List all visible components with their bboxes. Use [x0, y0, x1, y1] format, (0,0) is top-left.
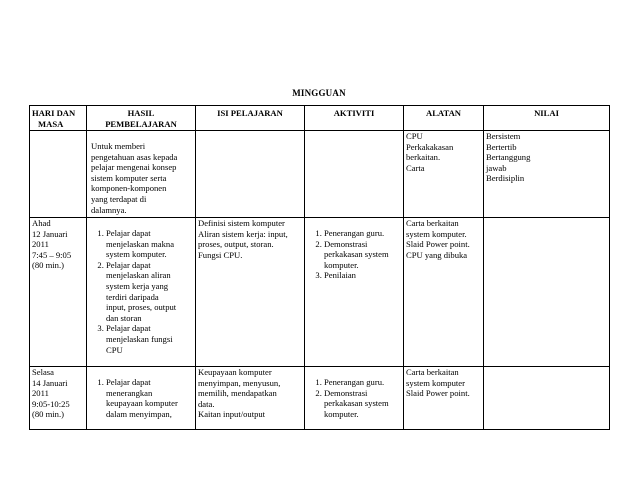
- list-item: 3. Penilaian: [324, 270, 401, 281]
- table-header-row: [30, 106, 610, 131]
- cell-day: [30, 131, 87, 218]
- header-day-time: HARI DAN MASA: [30, 106, 87, 131]
- header-activities: AKTIVITI: [305, 106, 404, 131]
- table-row: [30, 218, 610, 367]
- outcome-list: [89, 367, 193, 419]
- list-item: 2. Pelajar dapat menjelaskan aliran system kerja yang terdiri daripada input, proses, output dan storan: [106, 260, 193, 324]
- cell-activities: [305, 131, 404, 218]
- cell-activities: [305, 218, 404, 367]
- cell-values: [484, 218, 610, 367]
- table-row: [30, 367, 610, 430]
- list-item: 3. Pelajar dapat menjelaskan fungsi CPU: [106, 323, 193, 355]
- outcome-list: [89, 218, 193, 355]
- list-item: 2. Demonstrasi perkakasan system komputer.: [324, 239, 401, 271]
- list-item: 1. Penerangan guru.: [324, 377, 401, 388]
- header-learning-outcomes: HASIL PEMBELAJARAN: [87, 106, 196, 131]
- cell-tools: CPU Perkakakasan berkaitan. Carta: [404, 131, 484, 218]
- page-title: MINGGUAN: [292, 88, 346, 98]
- list-item: 1. Pelajar dapat menjelaskan makna system komputer.: [106, 228, 193, 260]
- lesson-plan-table: [29, 105, 610, 430]
- cell-content: Definisi sistem komputer Aliran sistem kerja: input, proses, output, storan. Fungsi CPU.: [196, 218, 305, 367]
- cell-tools: Carta berkaitan system komputer. Slaid Power point. CPU yang dibuka: [404, 218, 484, 367]
- cell-content: [196, 131, 305, 218]
- cell-outcomes: [87, 367, 196, 430]
- cell-content: Keupayaan komputer menyimpan, menyusun, memilih, mendapatkan data. Kaitan input/output: [196, 367, 305, 430]
- list-item: 1. Pelajar dapat menerangkan keupayaan komputer dalam menyimpan,: [106, 377, 193, 419]
- header-values: NILAI: [484, 106, 610, 131]
- table-row: [30, 131, 610, 218]
- list-item: 2. Demonstrasi perkakasan system komputer.: [324, 388, 401, 420]
- cell-values: Bersistem Bertertib Bertanggung jawab Berdisiplin: [484, 131, 610, 218]
- cell-activities: [305, 367, 404, 430]
- cell-outcomes: [87, 131, 196, 218]
- list-item: 1. Penerangan guru.: [324, 228, 401, 239]
- cell-outcomes: [87, 218, 196, 367]
- outcome-intro: Untuk memberi pengetahuan asas kepada pelajar mengenai konsep sistem komputer serta komponen-komponen yang terdapat di dalamnya.: [91, 141, 178, 215]
- activity-list: [307, 367, 401, 419]
- cell-day: Selasa 14 Januari 2011 9:05-10:25 (80 min.): [30, 367, 87, 430]
- cell-values: [484, 367, 610, 430]
- header-tools: ALATAN: [404, 106, 484, 131]
- cell-tools: Carta berkaitan system komputer Slaid Power point.: [404, 367, 484, 430]
- header-content: ISI PELAJARAN: [196, 106, 305, 131]
- activity-list: [307, 218, 401, 281]
- cell-day: Ahad 12 Januari 2011 7:45 – 9:05 (80 min.): [30, 218, 87, 367]
